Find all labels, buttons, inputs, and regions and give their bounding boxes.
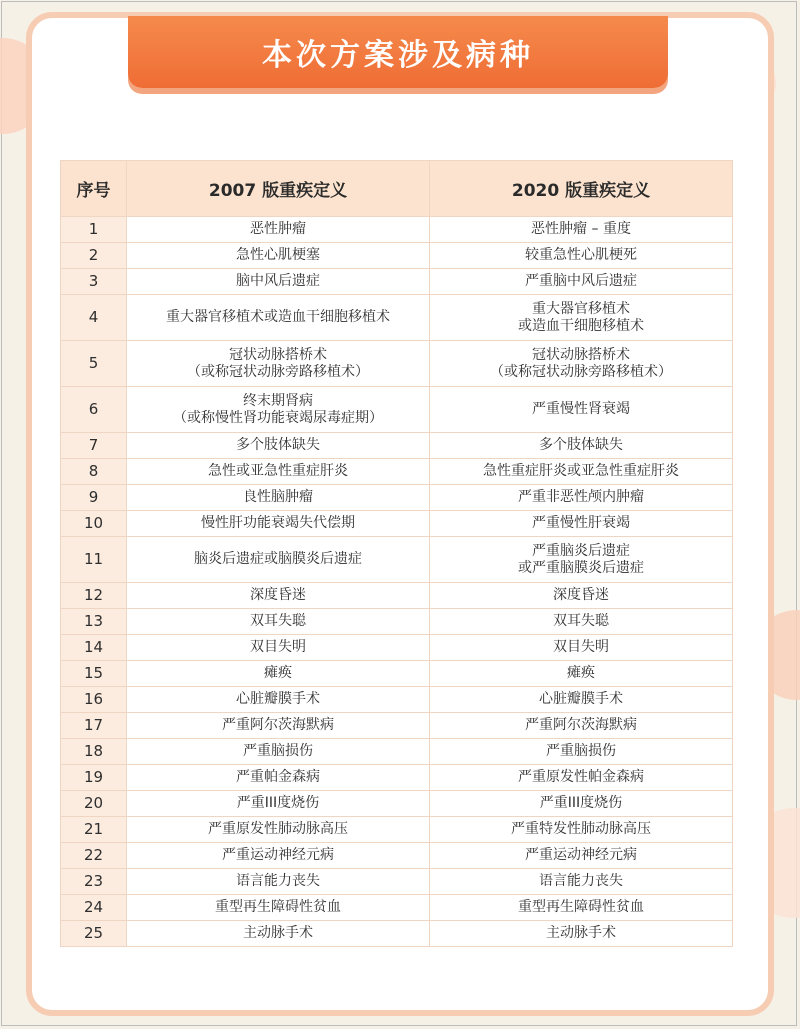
row-number: 24 (61, 895, 127, 921)
definition-2007 (127, 869, 430, 895)
row-number: 2 (61, 243, 127, 269)
definition-2020 (430, 295, 733, 341)
definition-line: 严重阿尔茨海默病 (525, 717, 637, 733)
row-number: 21 (61, 817, 127, 843)
table-row (61, 687, 733, 713)
definition-line: 严重运动神经元病 (525, 847, 637, 863)
definition-line: 重型再生障碍性贫血 (215, 899, 341, 915)
definition-line: 深度昏迷 (553, 587, 609, 603)
table-row (61, 269, 733, 295)
table-row (61, 817, 733, 843)
definition-2020 (430, 791, 733, 817)
definition-2007 (127, 217, 430, 243)
definition-line: 严重III度烧伤 (539, 795, 623, 811)
row-number: 5 (61, 341, 127, 387)
definition-2007 (127, 295, 430, 341)
definition-line: 较重急性心肌梗死 (525, 247, 637, 263)
definition-2020 (430, 243, 733, 269)
row-number: 15 (61, 661, 127, 687)
definition-line: 严重慢性肝衰竭 (532, 515, 630, 531)
table-row (61, 661, 733, 687)
definition-line: 良性脑肿瘤 (243, 489, 313, 505)
definition-line: 脑炎后遗症或脑膜炎后遗症 (194, 551, 362, 567)
definition-line: 心脏瓣膜手术 (539, 691, 623, 707)
definition-2020 (430, 387, 733, 433)
definition-line: （或称慢性肾功能衰竭尿毒症期） (173, 409, 383, 426)
row-number: 7 (61, 433, 127, 459)
definition-line: 或严重脑膜炎后遗症 (518, 559, 644, 576)
definition-line: 严重运动神经元病 (222, 847, 334, 863)
definition-2007 (127, 791, 430, 817)
definition-2020 (430, 511, 733, 537)
row-number: 19 (61, 765, 127, 791)
definition-2020 (430, 459, 733, 485)
definition-2020 (430, 843, 733, 869)
table-row (61, 713, 733, 739)
title-banner (128, 16, 668, 88)
table-body (61, 217, 733, 947)
definition-2020 (430, 433, 733, 459)
definition-line: 主动脉手术 (546, 925, 616, 941)
row-number: 23 (61, 869, 127, 895)
definition-line: （或称冠状动脉旁路移植术） (490, 363, 672, 380)
table-row (61, 459, 733, 485)
definition-line: 严重脑中风后遗症 (525, 273, 637, 289)
definition-2007 (127, 739, 430, 765)
definition-line: 瘫痪 (567, 665, 595, 681)
definition-2007 (127, 921, 430, 947)
definition-2020 (430, 269, 733, 295)
definition-line: 严重慢性肾衰竭 (532, 401, 630, 417)
definition-2020 (430, 583, 733, 609)
definition-line: 双目失明 (250, 639, 306, 655)
table-row (61, 341, 733, 387)
definition-line: 冠状动脉搭桥术 (229, 346, 327, 363)
row-number: 4 (61, 295, 127, 341)
definition-line: 严重特发性肺动脉高压 (511, 821, 651, 837)
definition-2020 (430, 537, 733, 583)
definition-2007 (127, 583, 430, 609)
row-number: 11 (61, 537, 127, 583)
definition-2007 (127, 485, 430, 511)
definition-line: 严重脑损伤 (546, 743, 616, 759)
definition-2020 (430, 739, 733, 765)
definition-line: 多个肢体缺失 (236, 437, 320, 453)
row-number: 1 (61, 217, 127, 243)
definition-2007 (127, 341, 430, 387)
definition-line: 或造血干细胞移植术 (518, 317, 644, 334)
definition-2020 (430, 217, 733, 243)
definition-2020 (430, 341, 733, 387)
definition-2007 (127, 713, 430, 739)
definition-2020 (430, 869, 733, 895)
definition-2020 (430, 817, 733, 843)
table-row (61, 869, 733, 895)
definition-2007 (127, 511, 430, 537)
definition-2007 (127, 243, 430, 269)
row-number: 14 (61, 635, 127, 661)
definition-line: 严重帕金森病 (236, 769, 320, 785)
row-number: 9 (61, 485, 127, 511)
definition-line: 终末期肾病 (243, 392, 313, 409)
definition-2007 (127, 895, 430, 921)
disease-comparison-table (60, 160, 733, 947)
row-number: 20 (61, 791, 127, 817)
row-number: 6 (61, 387, 127, 433)
definition-line: 重大器官移植术或造血干细胞移植术 (166, 309, 390, 325)
definition-line: 严重非恶性颅内肿瘤 (518, 489, 644, 505)
definition-2007 (127, 537, 430, 583)
definition-2007 (127, 387, 430, 433)
header-2020-definition: 2020 版重疾定义 (430, 161, 733, 217)
definition-2020 (430, 765, 733, 791)
row-number: 10 (61, 511, 127, 537)
definition-2020 (430, 921, 733, 947)
definition-2020 (430, 609, 733, 635)
definition-line: 双目失明 (553, 639, 609, 655)
table-row (61, 739, 733, 765)
row-number: 16 (61, 687, 127, 713)
definition-line: 严重原发性肺动脉高压 (208, 821, 348, 837)
definition-line: 瘫痪 (264, 665, 292, 681)
definition-line: 重大器官移植术 (532, 300, 630, 317)
table-row (61, 635, 733, 661)
definition-2020 (430, 713, 733, 739)
definition-line: 急性心肌梗塞 (236, 247, 320, 263)
definition-line: 主动脉手术 (243, 925, 313, 941)
table-row (61, 217, 733, 243)
definition-2007 (127, 433, 430, 459)
definition-2007 (127, 609, 430, 635)
definition-2007 (127, 765, 430, 791)
definition-line: 急性或亚急性重症肝炎 (208, 463, 348, 479)
definition-line: 恶性肿瘤 – 重度 (531, 221, 631, 237)
row-number: 3 (61, 269, 127, 295)
header-2007-definition: 2007 版重疾定义 (127, 161, 430, 217)
table-row (61, 765, 733, 791)
definition-line: 恶性肿瘤 (250, 221, 306, 237)
definition-line: 深度昏迷 (250, 587, 306, 603)
definition-2007 (127, 687, 430, 713)
definition-2007 (127, 843, 430, 869)
definition-2007 (127, 269, 430, 295)
table-header-row (61, 161, 733, 217)
table-row (61, 895, 733, 921)
definition-2007 (127, 635, 430, 661)
table-row (61, 921, 733, 947)
definition-line: 严重阿尔茨海默病 (222, 717, 334, 733)
definition-line: 急性重症肝炎或亚急性重症肝炎 (483, 463, 679, 479)
row-number: 17 (61, 713, 127, 739)
table-row (61, 609, 733, 635)
table-row (61, 485, 733, 511)
row-number: 8 (61, 459, 127, 485)
definition-line: 脑中风后遗症 (236, 273, 320, 289)
definition-line: 心脏瓣膜手术 (236, 691, 320, 707)
definition-2020 (430, 635, 733, 661)
header-number: 序号 (61, 161, 127, 217)
row-number: 25 (61, 921, 127, 947)
definition-line: 严重原发性帕金森病 (518, 769, 644, 785)
table-row (61, 537, 733, 583)
table-row (61, 243, 733, 269)
definition-line: 慢性肝功能衰竭失代偿期 (201, 515, 355, 531)
definition-line: 语言能力丧失 (236, 873, 320, 889)
definition-line: 严重脑损伤 (243, 743, 313, 759)
table-row (61, 433, 733, 459)
definition-line: 多个肢体缺失 (539, 437, 623, 453)
definition-line: 语言能力丧失 (539, 873, 623, 889)
definition-2020 (430, 485, 733, 511)
definition-2020 (430, 687, 733, 713)
definition-line: 严重III度烧伤 (236, 795, 320, 811)
definition-2007 (127, 661, 430, 687)
table-row (61, 511, 733, 537)
definition-2007 (127, 459, 430, 485)
definition-line: 双耳失聪 (553, 613, 609, 629)
table-row (61, 583, 733, 609)
row-number: 22 (61, 843, 127, 869)
table-row (61, 843, 733, 869)
definition-2020 (430, 661, 733, 687)
definition-line: 双耳失聪 (250, 613, 306, 629)
table-row (61, 295, 733, 341)
table-row (61, 387, 733, 433)
definition-line: 重型再生障碍性贫血 (518, 899, 644, 915)
definition-line: 严重脑炎后遗症 (532, 542, 630, 559)
row-number: 12 (61, 583, 127, 609)
page-title: 本次方案涉及病种 (262, 38, 534, 73)
definition-2020 (430, 895, 733, 921)
table-row (61, 791, 733, 817)
definition-line: （或称冠状动脉旁路移植术） (187, 363, 369, 380)
row-number: 13 (61, 609, 127, 635)
definition-line: 冠状动脉搭桥术 (532, 346, 630, 363)
row-number: 18 (61, 739, 127, 765)
definition-2007 (127, 817, 430, 843)
